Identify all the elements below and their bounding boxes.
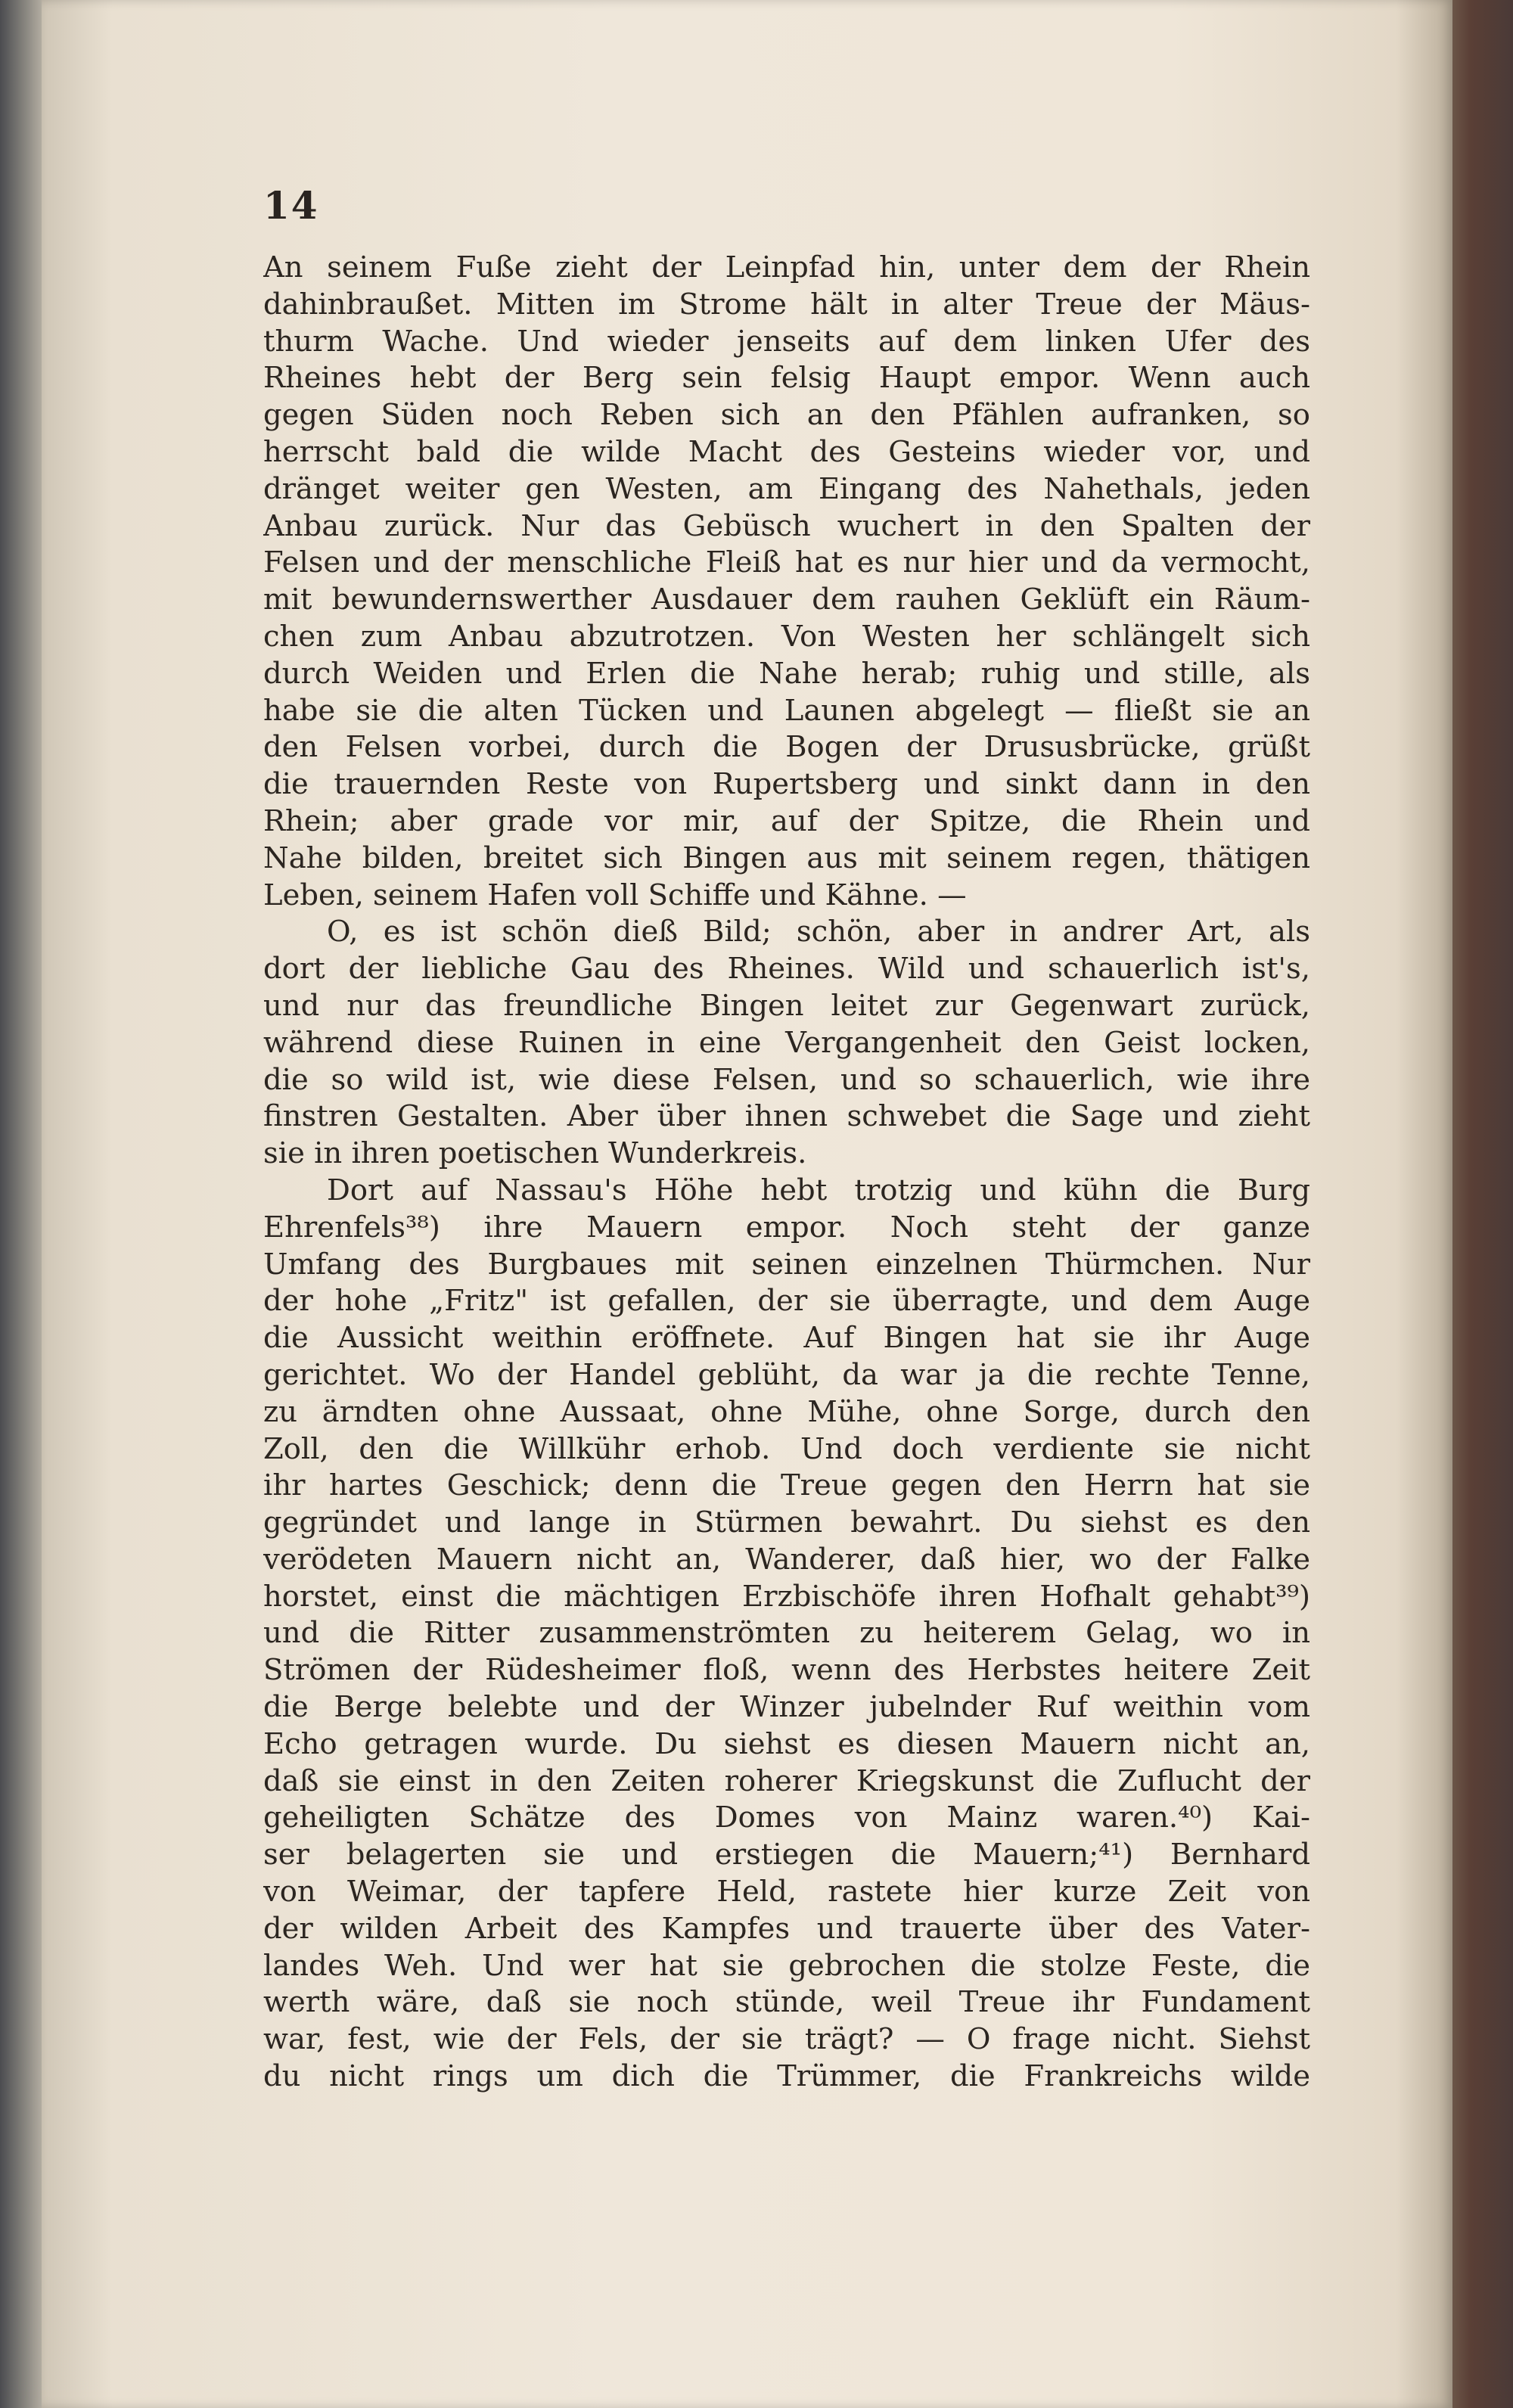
text-line: herrscht bald die wilde Macht des Gesteins wieder vor, und: [263, 434, 1310, 469]
text-line: gegen Süden noch Reben sich an den Pfählen aufranken, so: [263, 398, 1310, 433]
text-line: war, fest, wie der Fels, der sie trägt? — O frage nicht. Siehst: [263, 2022, 1310, 2057]
text-line: dränget weiter gen Westen, am Eingang des Nahethals, jeden: [263, 471, 1310, 506]
text-line: landes Weh. Und wer hat sie gebrochen die stolze Feste, die: [263, 1948, 1310, 1983]
text-line: ser belagerten sie und erstiegen die Mauern;⁴¹) Bernhard: [263, 1838, 1310, 1872]
text-line: thurm Wache. Und wieder jenseits auf dem linken Ufer des: [263, 324, 1310, 359]
text-line: habe sie die alten Tücken und Launen abgelegt — fließt sie an: [263, 693, 1310, 728]
text-line: du nicht rings um dich die Trümmer, die Frankreichs wilde: [263, 2059, 1310, 2094]
text-line: und nur das freundliche Bingen leitet zur Gegenwart zurück,: [263, 988, 1310, 1023]
page-number: 14: [263, 183, 319, 228]
text-line: gegründet und lange in Stürmen bewahrt. Du siehst es den: [263, 1505, 1310, 1540]
text-line: mit bewundernswerther Ausdauer dem rauhen Geklüft ein Räum-: [263, 583, 1310, 617]
text-line: dort der liebliche Gau des Rheines. Wild und schauerlich ist's,: [263, 952, 1310, 987]
text-line: An seinem Fuße zieht der Leinpfad hin, unter dem der Rhein: [263, 250, 1310, 284]
text-line: der wilden Arbeit des Kampfes und trauerte über des Vater-: [263, 1911, 1310, 1946]
text-line: durch Weiden und Erlen die Nahe herab; ruhig und stille, als: [263, 656, 1310, 691]
text-line: sie in ihren poetischen Wunderkreis.: [263, 1136, 807, 1171]
text-line: Anbau zurück. Nur das Gebüsch wuchert in den Spalten der: [263, 508, 1310, 543]
text-line: die so wild ist, wie diese Felsen, und so schauerlich, wie ihre: [263, 1062, 1310, 1097]
text-line: Umfang des Burgbaues mit seinen einzelnen Thürmchen. Nur: [263, 1247, 1310, 1282]
text-line: von Weimar, der tapfere Held, rastete hier kurze Zeit von: [263, 1875, 1310, 1909]
text-line: Echo getragen wurde. Du siehst es diesen Mauern nicht an,: [263, 1726, 1310, 1761]
text-line: Rheines hebt der Berg sein felsig Haupt empor. Wenn auch: [263, 361, 1310, 396]
text-line: Nahe bilden, breitet sich Bingen aus mit seinem regen, thätigen: [263, 840, 1310, 875]
text-line: O, es ist schön dieß Bild; schön, aber in andrer Art, als: [327, 915, 1310, 949]
text-line: die Berge belebte und der Winzer jubelnder Ruf weithin vom: [263, 1690, 1310, 1725]
text-line: dahinbraußet. Mitten im Strome hält in alter Treue der Mäus-: [263, 287, 1310, 322]
body-text: [263, 250, 1310, 2096]
text-line: der hohe „Fritz" ist gefallen, der sie überragte, und dem Auge: [263, 1284, 1310, 1319]
text-line: gerichtet. Wo der Handel geblüht, da war ja die rechte Tenne,: [263, 1357, 1310, 1392]
text-line: Rhein; aber grade vor mir, auf der Spitze, die Rhein und: [263, 803, 1310, 838]
text-line: geheiligten Schätze des Domes von Mainz waren.⁴⁰) Kai-: [263, 1801, 1310, 1835]
book-cover-edge: [1452, 0, 1513, 2408]
text-line: daß sie einst in den Zeiten roherer Kriegskunst die Zuflucht der: [263, 1763, 1310, 1798]
text-line: Leben, seinem Hafen voll Schiffe und Kähne. —: [263, 878, 967, 912]
text-line: ihr hartes Geschick; denn die Treue gegen den Herrn hat sie: [263, 1468, 1310, 1503]
text-line: horstet, einst die mächtigen Erzbischöfe ihren Hofhalt gehabt³⁹): [263, 1579, 1310, 1614]
text-line: den Felsen vorbei, durch die Bogen der Drususbrücke, grüßt: [263, 730, 1310, 765]
text-line: und die Ritter zusammenströmten zu heiterem Gelag, wo in: [263, 1616, 1310, 1651]
text-line: Strömen der Rüdesheimer floß, wenn des Herbstes heitere Zeit: [263, 1653, 1310, 1688]
text-line: Zoll, den die Willkühr erhob. Und doch verdiente sie nicht: [263, 1431, 1310, 1466]
text-line: Dort auf Nassau's Höhe hebt trotzig und kühn die Burg: [327, 1173, 1310, 1207]
text-line: werth wäre, daß sie noch stünde, weil Treue ihr Fundament: [263, 1985, 1310, 2020]
text-line: finstren Gestalten. Aber über ihnen schwebet die Sage und zieht: [263, 1099, 1310, 1134]
text-line: Felsen und der menschliche Fleiß hat es nur hier und da vermocht,: [263, 545, 1310, 580]
text-line: zu ärndten ohne Aussaat, ohne Mühe, ohne Sorge, durch den: [263, 1394, 1310, 1429]
text-line: die trauernden Reste von Rupertsberg und sinkt dann in den: [263, 767, 1310, 802]
text-line: die Aussicht weithin eröffnete. Auf Bingen hat sie ihr Auge: [263, 1321, 1310, 1356]
text-line: chen zum Anbau abzutrotzen. Von Westen her schlängelt sich: [263, 619, 1310, 654]
text-line: Ehrenfels³⁸) ihre Mauern empor. Noch steht der ganze: [263, 1210, 1310, 1244]
text-line: während diese Ruinen in eine Vergangenheit den Geist locken,: [263, 1025, 1310, 1060]
text-line: verödeten Mauern nicht an, Wanderer, daß hier, wo der Falke: [263, 1542, 1310, 1577]
